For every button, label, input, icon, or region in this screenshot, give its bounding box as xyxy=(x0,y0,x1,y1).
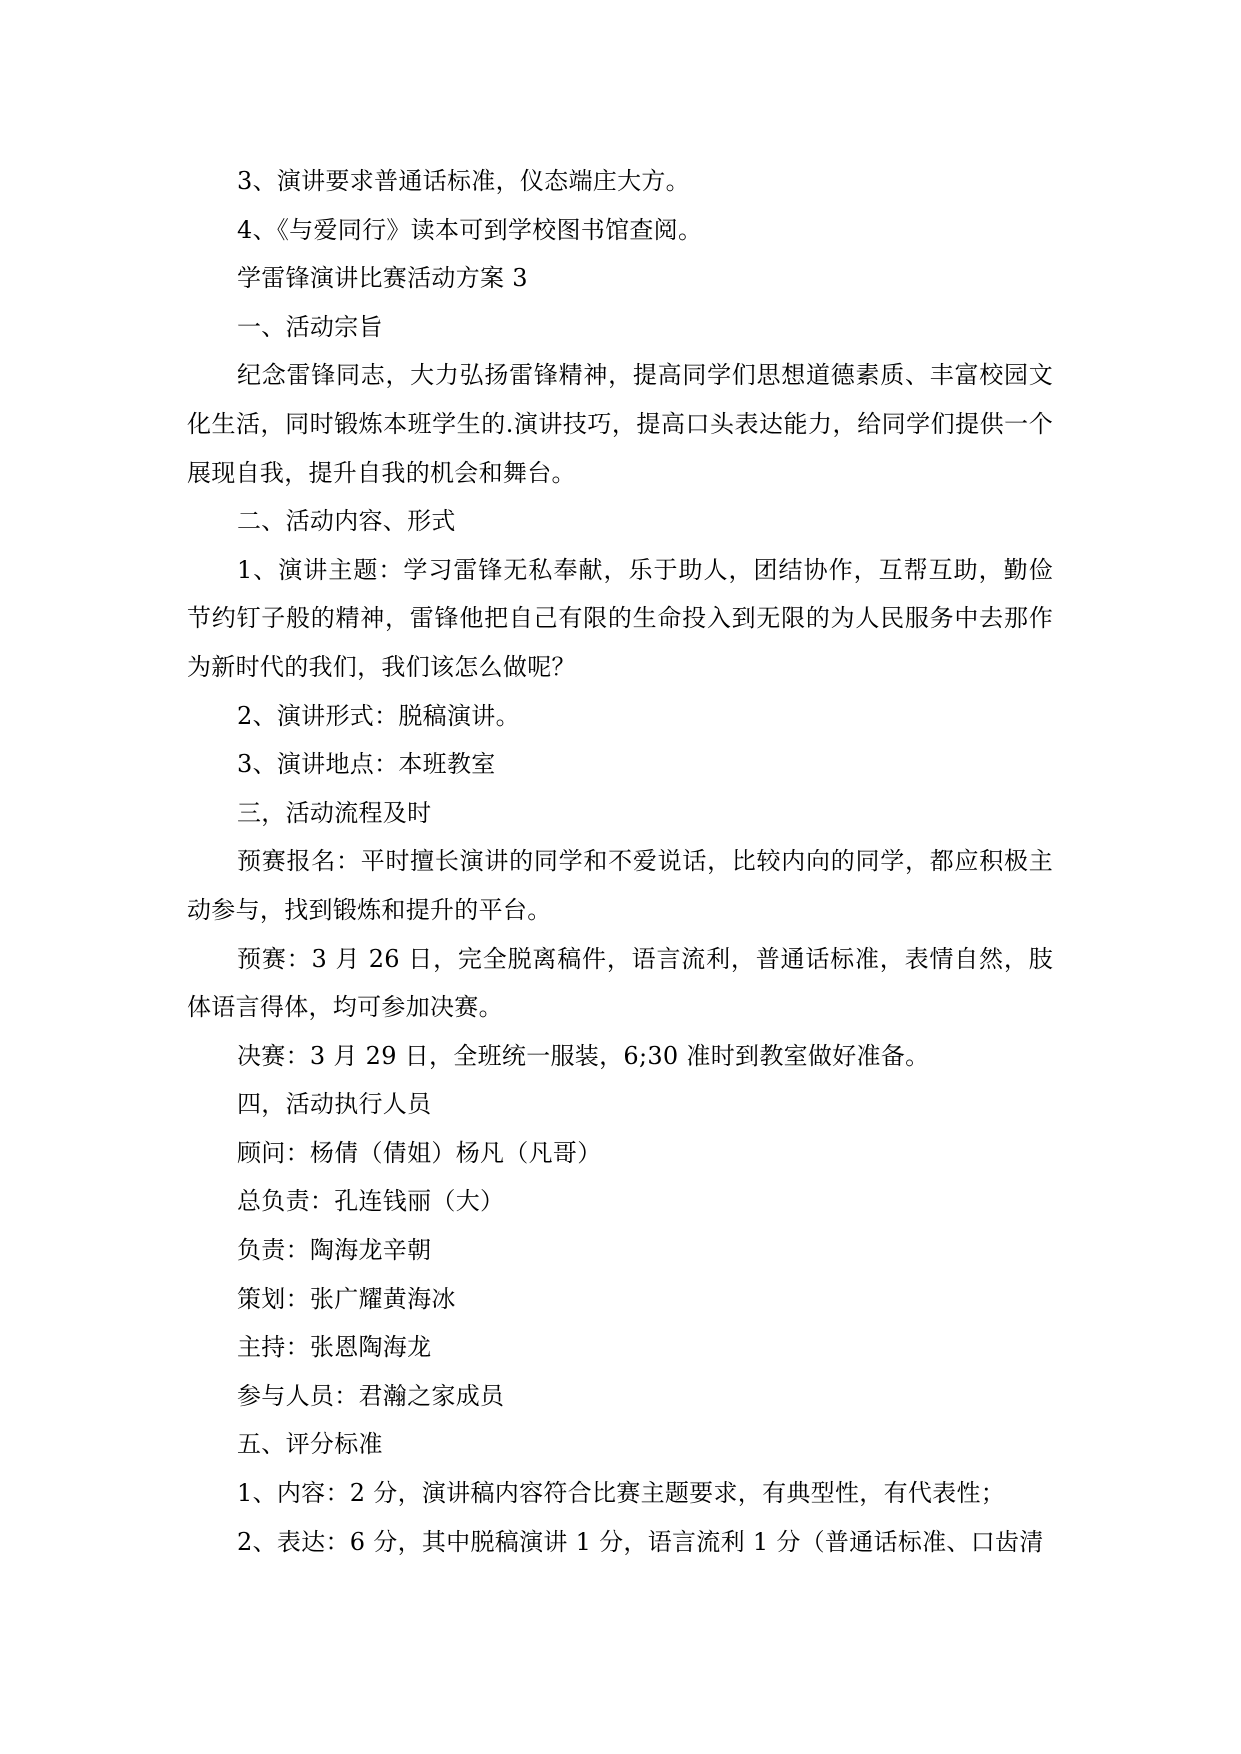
paragraph-final: 决赛：3 月 29 日，全班统一服装，6;30 准时到教室做好准备。 xyxy=(237,1041,930,1070)
section-title-plan-3: 学雷锋演讲比赛活动方案 3 xyxy=(237,264,528,293)
paragraph-scoring-content: 1、内容：2 分，演讲稿内容符合比赛主题要求，有典型性，有代表性； xyxy=(237,1479,1006,1508)
paragraph-scoring-expression: 2、表达：6 分，其中脱稿演讲 1 分，语言流利 1 分（普通话标准、口齿清 xyxy=(237,1527,1044,1556)
paragraph-purpose: 纪念雷锋同志，大力弘扬雷锋精神，提高同学们思想道德素质、丰富校园文化生活，同时锻炼本班学生的.演讲技巧，提高口头表达能力，给同学们提供一个展现自我，提升自我的机会和舞台。 xyxy=(187,361,1053,487)
paragraph-manager: 负责：陶海龙辛朝 xyxy=(237,1236,432,1265)
paragraph-speech-theme: 1、演讲主题：学习雷锋无私奉献，乐于助人，团结协作，互帮互助，勤俭节约钉子般的精神，雷锋他把自己有限的生命投入到无限的为人民服务中去那作为新时代的我们，我们该怎么做呢？ xyxy=(187,555,1053,681)
heading-process: 三，活动流程及时 xyxy=(237,798,432,827)
paragraph-speech-form: 2、演讲形式：脱稿演讲。 xyxy=(237,701,520,730)
paragraph-general-manager: 总负责：孔连钱丽（大） xyxy=(237,1187,505,1216)
paragraph-item-4-reader: 4、《与爱同行》读本可到学校图书馆查阅。 xyxy=(237,215,703,244)
heading-content-form: 二、活动内容、形式 xyxy=(237,507,456,536)
paragraph-advisor: 顾问：杨倩（倩姐）杨凡（凡哥） xyxy=(237,1138,602,1167)
paragraph-planner: 策划：张广耀黄海冰 xyxy=(237,1284,456,1313)
heading-purpose: 一、活动宗旨 xyxy=(237,312,383,341)
paragraph-item-3-requirement: 3、演讲要求普通话标准，仪态端庄大方。 xyxy=(237,167,690,195)
heading-staff: 四，活动执行人员 xyxy=(237,1090,432,1119)
paragraph-speech-location: 3、演讲地点：本班教室 xyxy=(237,750,496,779)
paragraph-preliminary: 预赛：3 月 26 日，完全脱离稿件，语言流利，普通话标准，表情自然，肢体语言得体，均可参加决赛。 xyxy=(187,944,1053,1022)
heading-scoring: 五、评分标准 xyxy=(237,1430,383,1459)
paragraph-participants: 参与人员：君瀚之家成员 xyxy=(237,1381,505,1410)
paragraph-host: 主持：张恩陶海龙 xyxy=(237,1333,432,1362)
document-body xyxy=(187,157,1053,1566)
paragraph-preliminary-signup: 预赛报名：平时擅长演讲的同学和不爱说话，比较内向的同学，都应积极主动参与，找到锻炼和提升的平台。 xyxy=(187,847,1053,924)
